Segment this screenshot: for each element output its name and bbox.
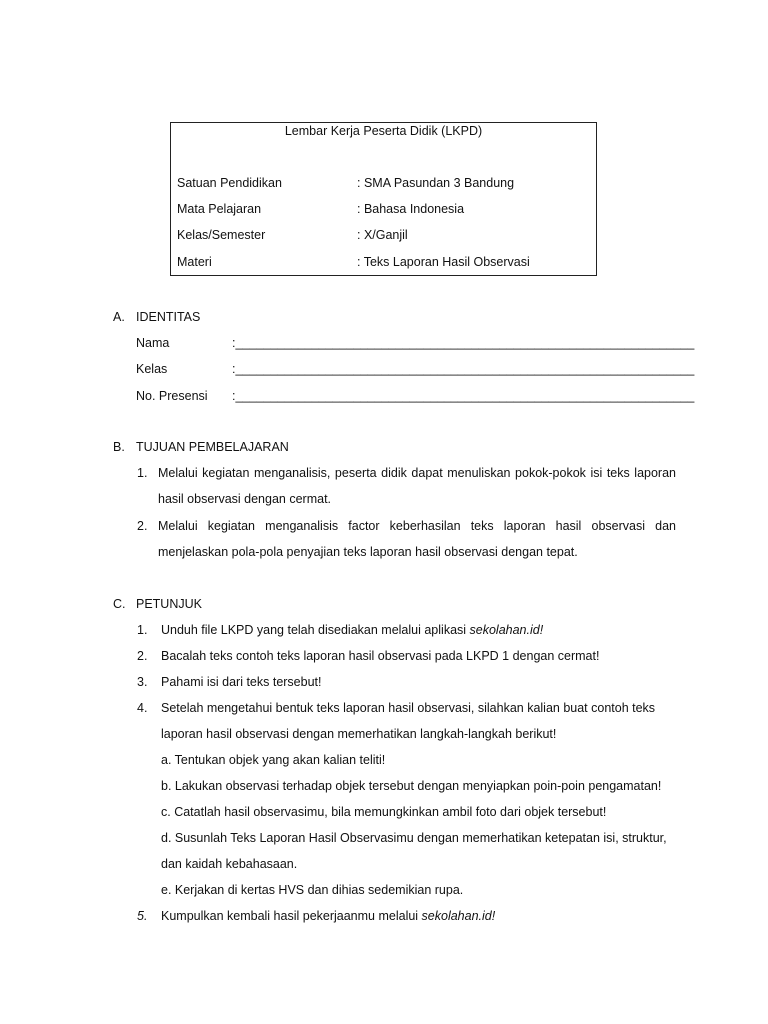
petunjuk-item-5-number: 5. xyxy=(137,909,148,923)
section-b-letter: B. xyxy=(113,440,125,454)
field-label-nama: Nama xyxy=(136,336,170,350)
petunjuk-item-2-number: 2. xyxy=(137,649,148,663)
petunjuk-sub-d-line2: dan kaidah kebahasaan. xyxy=(161,857,298,871)
field-blank-kelas[interactable]: :__________________________________________________________________ xyxy=(232,362,695,376)
field-blank-nama[interactable]: :__________________________________________________________________ xyxy=(232,336,695,350)
tujuan-item-2-line2: menjelaskan pola-pola penyajian teks laporan hasil observasi dengan tepat. xyxy=(158,545,578,559)
petunjuk-sub-d-line1: d. Susunlah Teks Laporan Hasil Observasimu dengan memerhatikan ketepatan isi, struktur, xyxy=(161,831,667,845)
petunjuk-item-2-text: Bacalah teks contoh teks laporan hasil observasi pada LKPD 1 dengan cermat! xyxy=(161,649,600,663)
document-title: Lembar Kerja Peserta Didik (LKPD) xyxy=(284,124,483,138)
petunjuk-item-5 xyxy=(161,909,495,923)
petunjuk-item-4-number: 4. xyxy=(137,701,148,715)
petunjuk-item-1-link: sekolahan.id! xyxy=(469,623,544,637)
petunjuk-item-1-number: 1. xyxy=(137,623,148,637)
petunjuk-sub-a: a. Tentukan objek yang akan kalian teliti! xyxy=(161,753,386,767)
petunjuk-sub-e: e. Kerjakan di kertas HVS dan dihias sedemikian rupa. xyxy=(161,883,464,897)
field-label-no-presensi: No. Presensi xyxy=(136,389,208,403)
tujuan-item-1-number: 1. xyxy=(137,466,148,480)
section-c-title: PETUNJUK xyxy=(136,597,202,611)
value-kelas-semester: : X/Ganjil xyxy=(357,228,408,242)
tujuan-item-1-line1: Melalui kegiatan menganalisis, peserta didik dapat menuliskan pokok-pokok isi teks laporan xyxy=(158,466,676,480)
petunjuk-item-4-line1: Setelah mengetahui bentuk teks laporan hasil observasi, silahkan kalian buat contoh teks xyxy=(161,701,656,715)
section-c-letter: C. xyxy=(113,597,126,611)
petunjuk-item-5-link: sekolahan.id! xyxy=(421,909,496,923)
value-mata-pelajaran: : Bahasa Indonesia xyxy=(357,202,465,216)
petunjuk-sub-c: c. Catatlah hasil observasimu, bila memungkinkan ambil foto dari objek tersebut! xyxy=(161,805,607,819)
tujuan-item-1-line2: hasil observasi dengan cermat. xyxy=(158,492,332,506)
value-materi: : Teks Laporan Hasil Observasi xyxy=(357,255,530,269)
petunjuk-sub-b: b. Lakukan observasi terhadap objek tersebut dengan menyiapkan poin-poin pengamatan! xyxy=(161,779,662,793)
tujuan-item-2-number: 2. xyxy=(137,519,148,533)
label-mata-pelajaran: Mata Pelajaran xyxy=(177,202,262,216)
section-b-title: TUJUAN PEMBELAJARAN xyxy=(136,440,289,454)
petunjuk-item-4-line2: laporan hasil observasi dengan memerhatikan langkah-langkah berikut! xyxy=(161,727,557,741)
section-a-letter: A. xyxy=(113,310,125,324)
section-a-title: IDENTITAS xyxy=(136,310,201,324)
value-satuan-pendidikan: : SMA Pasundan 3 Bandung xyxy=(357,176,515,190)
lkpd-header-box xyxy=(170,122,597,276)
label-materi: Materi xyxy=(177,255,212,269)
petunjuk-item-3-number: 3. xyxy=(137,675,148,689)
field-label-kelas: Kelas xyxy=(136,362,168,376)
label-satuan-pendidikan: Satuan Pendidikan xyxy=(177,176,282,190)
petunjuk-item-5-text: Kumpulkan kembali hasil pekerjaanmu melalui xyxy=(161,909,422,923)
tujuan-item-2-line1: Melalui kegiatan menganalisis factor keberhasilan teks laporan hasil observasi dan xyxy=(158,519,676,533)
field-blank-no-presensi[interactable]: :__________________________________________________________________ xyxy=(232,389,695,403)
petunjuk-item-3-text: Pahami isi dari teks tersebut! xyxy=(161,675,322,689)
petunjuk-item-1 xyxy=(161,623,543,637)
petunjuk-item-1-text: Unduh file LKPD yang telah disediakan melalui aplikasi xyxy=(161,623,470,637)
label-kelas-semester: Kelas/Semester xyxy=(177,228,266,242)
